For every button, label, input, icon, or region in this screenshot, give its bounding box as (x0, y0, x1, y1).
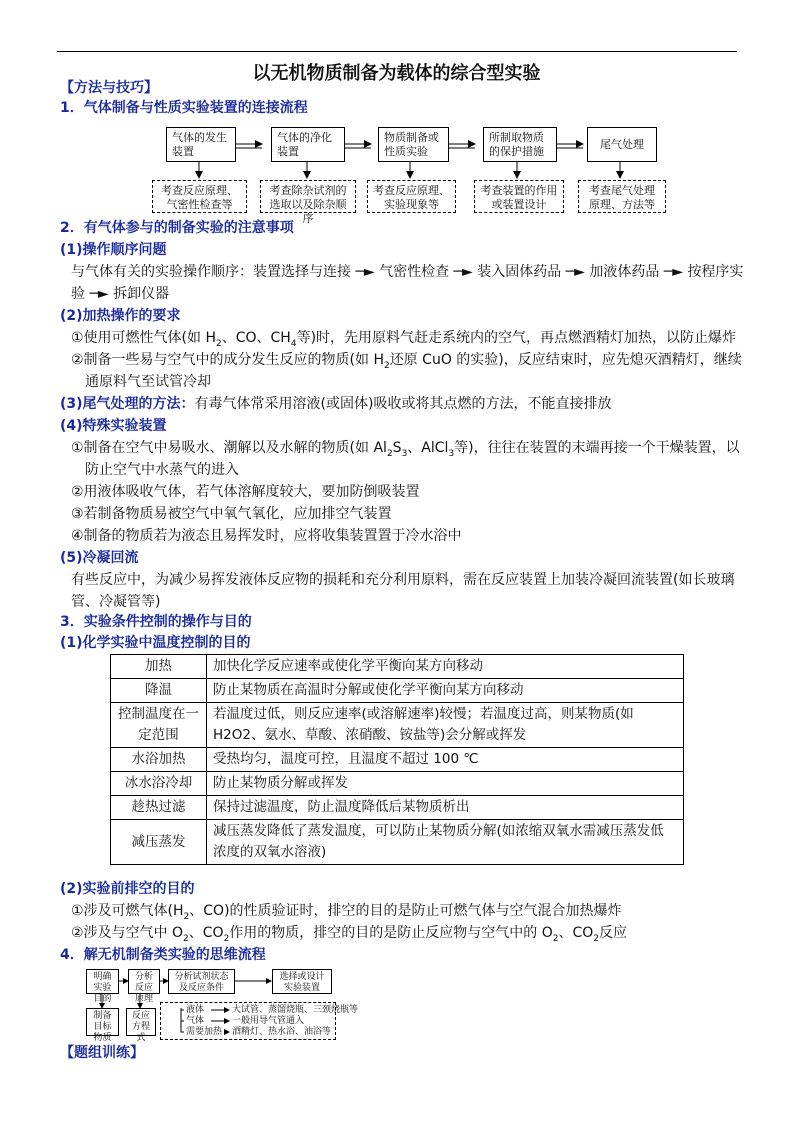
subscript: 4 (290, 338, 297, 349)
table-value: 减压蒸发降低了蒸发温度，可以防止某物质分解(如浓缩双氧水需减压蒸发低浓度的双氧水溶液) (207, 820, 684, 865)
purge-heading: (2)实验前排空的目的 (60, 881, 195, 897)
reflux-line-1: 有些反应中，为减少易挥发液体反应物的损耗和充分利用原料，需在反应装置上加装冷凝回流装置(如长玻璃 (71, 572, 735, 588)
section-2-heading: 2．有气体参与的制备实验的注意事项 (60, 220, 294, 236)
table-key: 减压蒸发 (111, 820, 207, 865)
heating-heading: (2)加热操作的要求 (60, 308, 181, 324)
heating-item-2-text: ②制备一些易与空气中的成分发生反应的物质(如 H (71, 352, 384, 368)
table-row (111, 703, 684, 748)
arrow-icon: ─► (561, 264, 590, 280)
section-4-heading: 4．解无机制备类实验的思维流程 (60, 947, 266, 963)
flow4-box-equation: 反应方程式 (126, 1008, 156, 1036)
temperature-control-table (110, 654, 684, 865)
section-1-heading: 1．气体制备与性质实验装置的连接流程 (60, 100, 308, 116)
table-value: 保持过滤温度，防止温度降低后某物质析出 (207, 796, 684, 820)
purge-line-1-text: ①涉及可燃气体(H (71, 903, 184, 919)
flow4-gas-value: 一般用导气管通入 (232, 1016, 305, 1026)
table-key: 控制温度在一定范围 (111, 703, 207, 748)
subscript: 2 (593, 933, 600, 944)
op-step-1: 装置选择与连接 (253, 264, 351, 280)
purge-line-2-text: 、CO (188, 925, 224, 941)
op-step-2: 气密性检查 (379, 264, 450, 280)
flow1-note-1: 考查反应原理、气密性检查等 (152, 180, 247, 213)
subscript: 3 (448, 448, 455, 459)
tail-gas-line (60, 393, 611, 415)
table-key: 冰水浴冷却 (111, 772, 207, 796)
subscript: 3 (401, 448, 408, 459)
table-key: 水浴加热 (111, 748, 207, 772)
op-step-6: 拆卸仪器 (113, 286, 170, 302)
op-step-4: 加液体药品 (589, 264, 660, 280)
special-item-1-cont: 防止空气中水蒸气的进入 (85, 462, 239, 478)
table-row (111, 772, 684, 796)
special-item-1-text: S (392, 440, 402, 456)
flow1-note-4: 考查装置的作用或装置设计 (474, 180, 564, 213)
purge-line-2-text: ②涉及与空气中 O (71, 925, 184, 941)
flow1-box-tail-gas: 尾气处理 (587, 127, 657, 162)
temp-heading: (1)化学实验中温度控制的目的 (60, 635, 251, 651)
special-heading: (4)特殊实验装置 (60, 418, 167, 434)
flow1-box-gas-purification: 气体的净化装置 (271, 127, 345, 162)
arrow-icon: ─► (85, 286, 114, 302)
special-item-1-text: 、AlCl (407, 440, 449, 456)
table-row (111, 655, 684, 679)
table-value: 防止某物质在高温时分解或使化学平衡向某方向移动 (207, 679, 684, 703)
flow4-heat-value: 酒精灯、热水浴、油浴等 (232, 1027, 332, 1037)
flow4-box-target: 制备目标物质 (86, 1008, 119, 1036)
heating-item-1-text: 、CO、CH (221, 330, 291, 346)
reflux-heading: (5)冷凝回流 (60, 550, 139, 566)
subscript: 2 (183, 911, 190, 922)
flow4-box-goal: 明确实验目的 (86, 969, 119, 994)
flow1-note-3: 考查反应原理、实验现象等 (367, 180, 456, 213)
arrow-icon: ─► (351, 264, 380, 280)
tail-gas-text: 有毒气体常采用溶液(或固体)吸收或将其点燃的方法，不能直接排放 (194, 396, 612, 412)
subscript: 2 (216, 338, 222, 349)
special-item-1-text: ①制备在空气中易吸水、潮解以及水解的物质(如 Al (71, 440, 387, 456)
practice-heading: 【题组训练】 (60, 1045, 144, 1061)
special-item-1-text: 等)，往往在装置的末端再接一个干燥装置，以 (454, 440, 740, 456)
flow1-note-5: 考查尾气处理原理、方法等 (578, 180, 666, 213)
arrow-icon: ─► (659, 264, 688, 280)
op-order-heading: (1)操作顺序问题 (60, 242, 167, 258)
tail-gas-heading: (3)尾气处理的方法： (60, 396, 195, 412)
table-value: 受热均匀，温度可控，且温度不超过 100 ℃ (207, 748, 684, 772)
purge-line-2-text: 作用的物质，排空的目的是防止反应物与空气中的 O (229, 925, 553, 941)
flow4-box-reagents: 分析试剂状态及反应条件 (168, 969, 235, 994)
special-item-2: ②用液体吸收气体，若气体溶解度较大，要加防倒吸装置 (71, 484, 420, 500)
heating-item-2-text: 还原 CuO 的实验)，反应结束时，应先熄灭酒精灯，继续 (389, 352, 742, 368)
table-row (111, 748, 684, 772)
op-order-cont: 验 (71, 286, 85, 302)
subscript: 2 (386, 448, 393, 459)
subscript: 2 (183, 933, 189, 944)
page-title: 以无机物质制备为载体的综合型实验 (252, 63, 541, 84)
purge-line-2-text: 、CO (558, 925, 594, 941)
arrow-icon: ─► (449, 264, 478, 280)
flow1-note-2: 考查除杂试剂的选取以及除杂顺序 (260, 180, 356, 213)
heating-item-1-text: ①使用可燃性气体(如 H (71, 330, 216, 346)
table-value: 防止某物质分解或挥发 (207, 772, 684, 796)
flow1-box-gas-generation: 气体的发生装置 (166, 127, 236, 162)
table-key: 加热 (111, 655, 207, 679)
op-step-5: 按程序实 (687, 264, 744, 280)
table-value: 加快化学反应速率或使化学平衡向某方向移动 (207, 655, 684, 679)
flow4-liquid-value: 大试管、蒸馏烧瓶、三颈烧瓶等 (232, 1005, 359, 1015)
flow1-box-preparation: 物质制备或性质实验 (378, 127, 449, 162)
table-value: 若温度过低，则反应速率(或溶解速率)较慢；若温度过高，则某物质(如 H2O2、氨水、草酸、浓硝酸、铵盐等)会分解或挥发 (207, 703, 684, 748)
table-key: 趁热过滤 (111, 796, 207, 820)
flow4-liquid-label: 液体 (186, 1005, 205, 1015)
op-order-intro: 与气体有关的实验操作顺序： (71, 264, 253, 280)
op-order-line-1 (71, 261, 743, 283)
op-step-3: 装入固体药品 (477, 264, 562, 280)
purge-line-1-text: 、CO)的性质验证时，排空的目的是防止可燃气体与空气混合加热爆炸 (189, 903, 622, 919)
special-item-4: ④制备的物质若为液态且易挥发时，应将收集装置置于冷水浴中 (71, 528, 462, 544)
subscript: 2 (384, 360, 390, 371)
heating-item-1-text: 等)时，先用原料气赶走系统内的空气，再点燃酒精灯加热，以防止爆炸 (296, 330, 737, 346)
subscript: 2 (552, 933, 559, 944)
table-row (111, 796, 684, 820)
flow4-heat-label: 需要加热 (186, 1027, 223, 1037)
flow4-box-design: 选择或设计实验装置 (272, 969, 332, 994)
table-key: 降温 (111, 679, 207, 703)
flow4-gas-label: 气体 (186, 1016, 205, 1026)
purge-line-2-text: 反应 (599, 925, 628, 941)
special-item-3: ③若制备物质易被空气中氧气氧化，应加排空气装置 (71, 506, 392, 522)
reflux-line-2: 管、冷凝管等) (71, 594, 161, 610)
methods-heading: 【方法与技巧】 (60, 80, 158, 96)
heating-item-2-cont: 通原料气至试管冷却 (85, 374, 211, 390)
flow1-box-protection: 所制取物质的保护措施 (483, 127, 557, 162)
section-3-heading: 3．实验条件控制的操作与目的 (60, 614, 252, 630)
table-row (111, 679, 684, 703)
table-row (111, 820, 684, 865)
subscript: 2 (223, 933, 230, 944)
op-order-line-2 (71, 283, 169, 305)
flow4-box-principle: 分析反应原理 (128, 969, 160, 994)
